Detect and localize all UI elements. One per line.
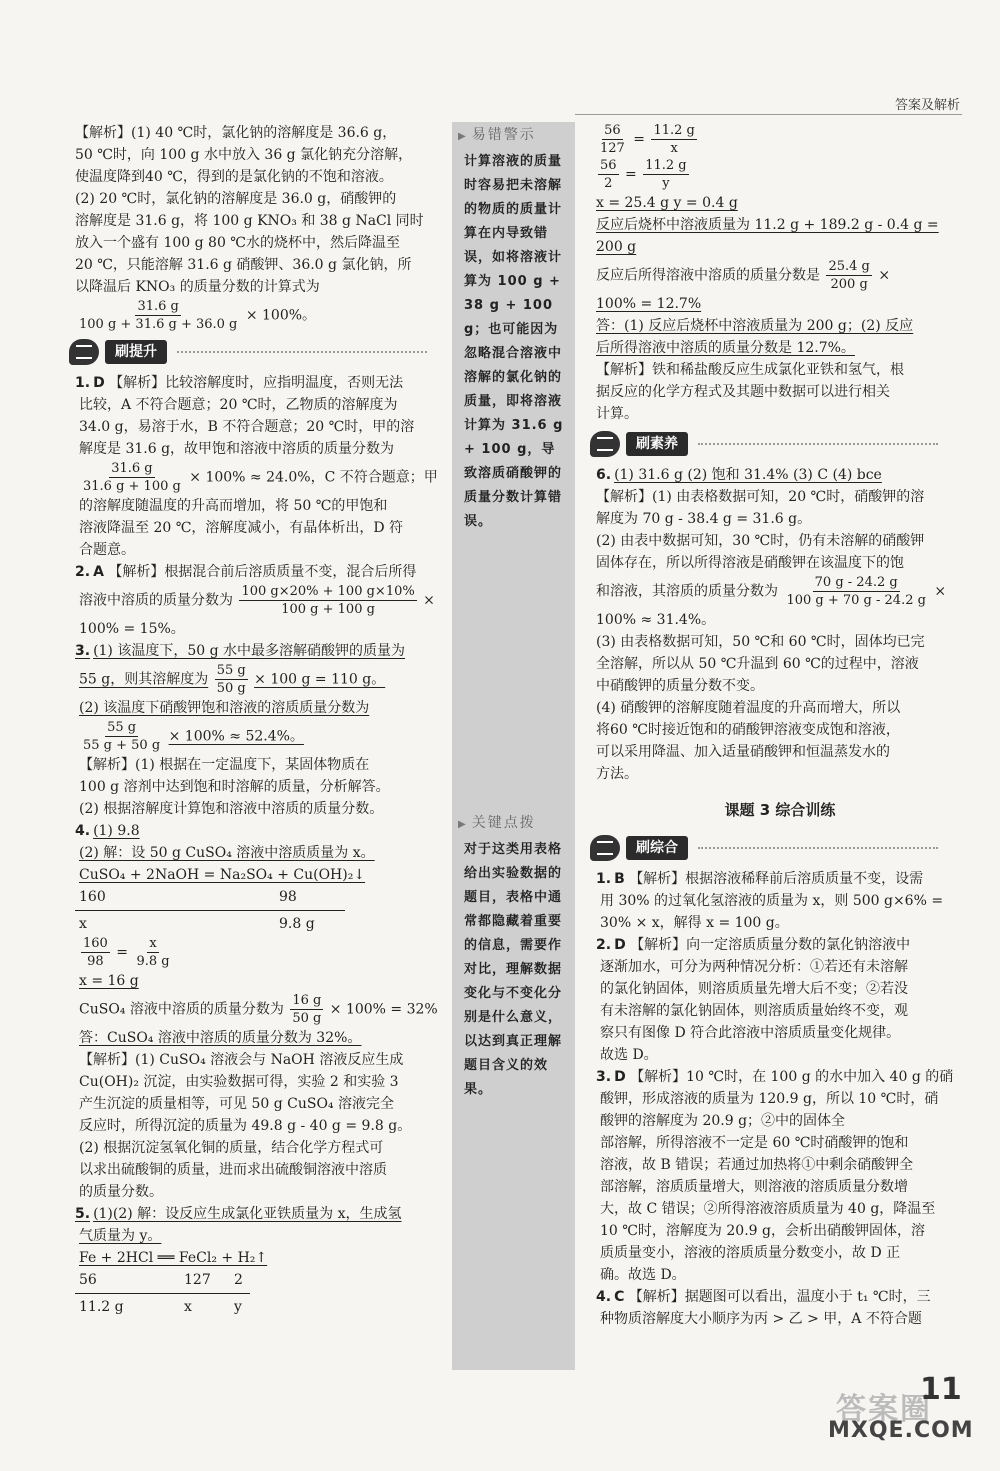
divider (75, 910, 345, 911)
q6-line: 6. (1) 31.6 g (2) 饱和 31.4% (3) C (4) bce (596, 467, 882, 483)
q1-line: 34.0 g，易溶于水，B 不符合题意；20 ℃时，甲的溶 (79, 419, 415, 435)
right-line: 【解析】铁和稀盐酸反应生成氯化亚铁和氢气，根 (596, 362, 904, 378)
q6-line: 【解析】(1) 由表格数据可知，20 ℃时，硝酸钾的溶 (596, 489, 925, 505)
q6-line: 方法。 (596, 766, 638, 782)
ratio-line: $\frac{56}{2}$ = $\frac{11.2 g}{y}$ (600, 158, 687, 191)
watermark-text: MXQE.COM (828, 1418, 974, 1443)
q4-line: Cu(OH)₂ 沉淀，由实验数据可得，实验 2 和实验 3 (79, 1074, 399, 1090)
right-line: 100% = 12.7% (596, 296, 702, 312)
q4-line: 反应时，所得沉淀的质量为 49.8 g - 40 g = 9.8 g。 (79, 1118, 412, 1134)
fraction: $\frac{55 g}{55 g + 50 g}$ (83, 720, 161, 753)
fraction: $\frac{160}{98}$ (83, 936, 108, 969)
right-line: 反应后烧杯中溶液质量为 11.2 g + 189.2 g - 0.4 g = (596, 217, 939, 233)
q4-line: 【解析】(1) CuSO₄ 溶液会与 NaOH 溶液反应生成 (79, 1052, 404, 1068)
q4-line: 以求出硫酸铜的质量，进而求出硫酸铜溶液中溶质 (79, 1162, 387, 1178)
q1-line: 1. D 【解析】比较溶解度时，应指明温度，否则无法 (75, 375, 404, 391)
q6-line: 解度为 70 g - 38.4 g = 31.6 g。 (596, 511, 812, 527)
fraction: $\frac{100 g\times 20\% + 100 g\times 10\%}{100 g + 100 g}$ (241, 584, 415, 617)
brush-icon (590, 835, 620, 861)
fraction: $\frac{11.2 g}{x}$ (653, 123, 695, 156)
brush-icon (69, 339, 99, 365)
q1-line: 的溶解度随温度的升高而增加，将 50 ℃的甲饱和 (79, 498, 388, 514)
right-line: 据反应的化学方程式及其题中数据可以进行相关 (596, 384, 890, 400)
q4-line: (2) 解：设 50 g CuSO₄ 溶液中溶质质量为 x。 (79, 845, 375, 861)
q3-line: 3. (1) 该温度下，50 g 水中最多溶解硝酸钾的质量为 (75, 643, 406, 659)
q4-line: (2) 根据沉淀氢氧化铜的质量，结合化学方程式可 (79, 1140, 384, 1156)
section-badge-practice: 刷提升 (69, 339, 427, 365)
q6-line: (2) 由表中数据可知，30 ℃时，仍有未溶解的硝酸钾 (596, 533, 925, 549)
q3-line: (2) 该温度下硝酸钾饱和溶液的溶质质量分数为 (79, 700, 370, 716)
intro-formula: $\frac{31.6 g}{100 g + 31.6 g + 36.0 g}$ × 100%。 (79, 299, 317, 332)
topic-title: 课题 3 综合训练 (724, 801, 836, 819)
right-line: 后所得溶液中溶质的质量分数是 12.7%。 (596, 340, 855, 356)
fraction: $\frac{56}{2}$ (600, 158, 617, 191)
c3-line: 酸钾，形成溶液的质量为 120.9 g，所以 10 ℃时，硝 (600, 1091, 939, 1107)
header-rule (575, 114, 962, 115)
note-heading-common-errors: ▶ 易错警示 (452, 122, 575, 146)
q1-formula: $\frac{31.6 g}{31.6 g + 100 g}$ × 100% ≈ 24.0%，C 不符合题意；甲 (83, 461, 438, 494)
ratio-line: $\frac{56}{127}$ = $\frac{11.2 g}{x}$ (600, 123, 695, 156)
xy-result: x = 25.4 g y = 0.4 g (596, 195, 738, 211)
fraction: $\frac{25.4 g}{200 g}$ (828, 259, 870, 292)
intro-line: 50 ℃时，向 100 g 水中放入 36 g 氯化钠充分溶解， (75, 147, 413, 163)
intro-line: 【解析】(1) 40 ℃时，氯化钠的溶解度是 36.6 g， (75, 125, 397, 141)
q4-x: x = 16 g (79, 973, 139, 989)
q4-values: x 9.8 g (79, 916, 315, 932)
c3-line: 3. D 【解析】10 ℃时，在 100 g 的水中加入 40 g 的硝 (596, 1069, 954, 1085)
q4-equation: CuSO₄ + 2NaOH = Na₂SO₄ + Cu(OH)₂↓ (79, 867, 366, 883)
note-text: 对于这类用表格给出实验数据的题目，表格中通常都隐藏着重要的信息，需要作对比，理解数据变化与不变化分别是什么意义，以达到真正理解题目含义的效果。 (464, 842, 563, 1097)
q5-line: 气质量为 y。 (79, 1228, 162, 1244)
intro-line: 20 ℃，只能溶解 31.6 g 硝酸钾、36.0 g 氯化钠，所 (75, 257, 412, 273)
page-number: 11 (920, 1372, 962, 1407)
right-line: 计算。 (596, 406, 638, 422)
q2-formula: 溶液中溶质的质量分数为 $\frac{100 g\times 20\% + 100 g\times 10\%}{100 g + 100 g}$ × (79, 584, 435, 617)
note-text: 计算溶液的质量时容易把未溶解的物质的质量计算在内导致错误，如将溶液计算为 100 g + 38 g + 100 g；也可能因为忽略混合溶液中溶解的氯化钠的质量，即将溶液计算为 31.6 g + 100 g，导致溶质硝酸钾的质量分数计算错误。 (464, 154, 564, 529)
q3-line: 【解析】(1) 根据在一定温度下，某固体物质在 (79, 757, 370, 773)
right-line: 答：(1) 反应后烧杯中溶液质量为 200 g；(2) 反应 (596, 318, 914, 334)
q1-line: 比较，A 不符合题意；20 ℃时，乙物质的溶解度为 (79, 397, 398, 413)
q1-line: 合题意。 (79, 542, 135, 558)
intro-line: 放入一个盛有 100 g 80 ℃水的烧杯中，然后降温至 (75, 235, 400, 251)
q6-formula: 和溶液，其溶质的质量分数为 $\frac{70 g - 24.2 g}{100 g + 70 g - 24.2 g}$ × (596, 575, 947, 608)
c2-line: 逐渐加水，可分为两种情况分析：①若还有未溶解 (600, 959, 908, 975)
intro-line: 以降温后 KNO₃ 的质量分数的计算式为 (75, 279, 320, 295)
c1-line: 1. B 【解析】根据溶液稀释前后溶质质量不变，设需 (596, 871, 924, 887)
q5-line: 5. (1)(2) 解：设反应生成氯化亚铁质量为 x，生成氢 (75, 1206, 402, 1222)
header-title: 答案及解析 (894, 98, 960, 113)
q4-line: 的质量分数。 (79, 1184, 163, 1200)
intro-line: 溶解度是 31.6 g，将 100 g KNO₃ 和 38 g NaCl 同时 (75, 213, 424, 229)
right-line: 200 g (596, 239, 637, 255)
q6-line: 全溶解，所以从 50 ℃升温到 60 ℃的过程中，溶液 (596, 656, 919, 672)
c4-line: 4. C 【解析】据题图可以看出，温度小于 t₁ ℃时，三 (596, 1289, 931, 1305)
c2-line: 故选 D。 (600, 1047, 658, 1063)
right-formula: 反应后所得溶液中溶质的质量分数是 $\frac{25.4 g}{200 g}$ × (596, 259, 891, 292)
q4-ratio: $\frac{160}{98}$ = $\frac{x}{9.8 g}$ (83, 936, 170, 969)
q4-masses: 160 98 (79, 889, 297, 905)
q2-line: 100% = 15%。 (79, 621, 185, 637)
right-column (596, 122, 964, 1330)
intro-line: 使温度降到40 ℃，得到的是氯化钠的不饱和溶液。 (75, 169, 393, 185)
q6-line: 可以采用降温、加入适量硝酸钾和恒温蒸发水的 (596, 744, 890, 760)
c2-line: 察只有图像 D 符合此溶液中溶质质量变化规律。 (600, 1025, 901, 1041)
c2-line: 有未溶解的氯化钠固体，则溶质质量始终不变，观 (600, 1003, 908, 1019)
q3-line: 100 g 溶剂中达到饱和时溶解的质量，分析解答。 (79, 779, 390, 795)
c4-line: 种物质溶解度大小顺序为丙 > 乙 > 甲，A 不符合题 (600, 1311, 922, 1327)
q6-line: 中硝酸钾的质量分数不变。 (596, 678, 764, 694)
c1-line: 30% × x，解得 x = 100 g。 (600, 915, 789, 931)
c3-line: 大，故 C 错误；②所得溶液溶质质量为 40 g，降温至 (600, 1201, 936, 1217)
fraction: $\frac{31.6 g}{31.6 g + 100 g}$ (83, 461, 181, 494)
fraction: $\frac{16 g}{50 g}$ (292, 993, 322, 1026)
fraction: $\frac{56}{127}$ (600, 123, 625, 156)
q4-formula: CuSO₄ 溶液中溶质的质量分数为 $\frac{16 g}{50 g}$ × 100% = 32% (79, 993, 438, 1026)
q4-answer: 答：CuSO₄ 溶液中溶质的质量分数为 32%。 (79, 1030, 362, 1046)
watermark-logo: 答案圈 (836, 1392, 932, 1427)
left-column (75, 122, 453, 1318)
note-heading-key-points: ▶ 关键点拨 (452, 810, 575, 834)
q2-line: 2. A 【解析】根据混合前后溶质质量不变，混合后所得 (75, 564, 417, 580)
divider (75, 1293, 250, 1294)
c3-line: 部溶解，溶质质量增大，则溶液的溶质质量分数增 (600, 1179, 908, 1195)
c2-line: 2. D 【解析】向一定溶质质量分数的氯化钠溶液中 (596, 937, 911, 953)
q6-line: 固体存在，所以所得溶液是硝酸钾在该温度下的饱 (596, 555, 904, 571)
q4-line: 产生沉淀的质量相等，可见 50 g CuSO₄ 溶液完全 (79, 1096, 394, 1112)
fraction: $\frac{55 g}{50 g}$ (216, 663, 246, 696)
fraction: $\frac{11.2 g}{y}$ (645, 158, 687, 191)
c3-line: 溶液，故 B 错误；若通过加热将①中剩余硝酸钾全 (600, 1157, 914, 1173)
c2-line: 的氯化钠固体，则溶质质量先增大后不变；②若没 (600, 981, 908, 997)
q3-line: (2) 根据溶解度计算饱和溶液中溶质的质量分数。 (79, 801, 384, 817)
q5-equation: Fe + 2HCl ══ FeCl₂ + H₂↑ (79, 1250, 268, 1266)
c1-line: 用 30% 的过氧化氢溶液的质量为 x，则 500 g×6% = (600, 893, 944, 909)
q6-line: (3) 由表格数据可知，50 ℃和 60 ℃时，固体均已完 (596, 634, 925, 650)
q6-line: 100% ≈ 31.4%。 (596, 612, 716, 628)
q3-formula: $\frac{55 g}{55 g + 50 g}$ × 100% ≈ 52.4%。 (83, 720, 304, 753)
fraction: $\frac{x}{9.8 g}$ (136, 936, 170, 969)
fraction: $\frac{31.6 g}{100 g + 31.6 g + 36.0 g}$ (79, 299, 238, 332)
c3-line: 部溶解，所得溶液不一定是 60 ℃时硝酸钾的饱和 (600, 1135, 909, 1151)
c3-line: 确。故选 D。 (600, 1267, 686, 1283)
sidebar-notes (452, 122, 575, 1370)
q6-line: 将60 ℃时接近饱和的硝酸钾溶液变成饱和溶液， (596, 722, 900, 738)
q1-line: 溶液降温至 20 ℃，溶解度减小，有晶体析出，D 符 (79, 520, 404, 536)
c3-line: 10 ℃时，溶解度为 20.9 g，会析出硝酸钾固体，溶 (600, 1223, 925, 1239)
brush-icon (590, 431, 620, 457)
q1-line: 解度是 31.6 g，故甲饱和溶液中溶质的质量分数为 (79, 441, 395, 457)
section-badge-comprehensive: 刷综合 (590, 835, 938, 861)
q5-masses: 56 127 2 (79, 1272, 243, 1288)
q6-line: (4) 硝酸钾的溶解度随着温度的升高而增大，所以 (596, 700, 901, 716)
fraction: $\frac{70 g - 24.2 g}{100 g + 70 g - 24.2 g}$ (786, 575, 926, 608)
c3-line: 质质量变小，溶液的溶质质量分数变小，故 D 正 (600, 1245, 901, 1261)
q3-formula: 55 g，则其溶解度为 $\frac{55 g}{50 g}$ × 100 g = 110 g。 (79, 663, 386, 696)
q5-values: 11.2 g x y (79, 1299, 242, 1315)
c3-line: 酸钾的溶解度为 20.9 g；②中的固体全 (600, 1113, 846, 1129)
q4-line: 4. (1) 9.8 (75, 823, 140, 839)
section-badge-literacy: 刷素养 (590, 431, 938, 457)
intro-line: (2) 20 ℃时，氯化钠的溶解度是 36.0 g，硝酸钾的 (75, 191, 397, 207)
